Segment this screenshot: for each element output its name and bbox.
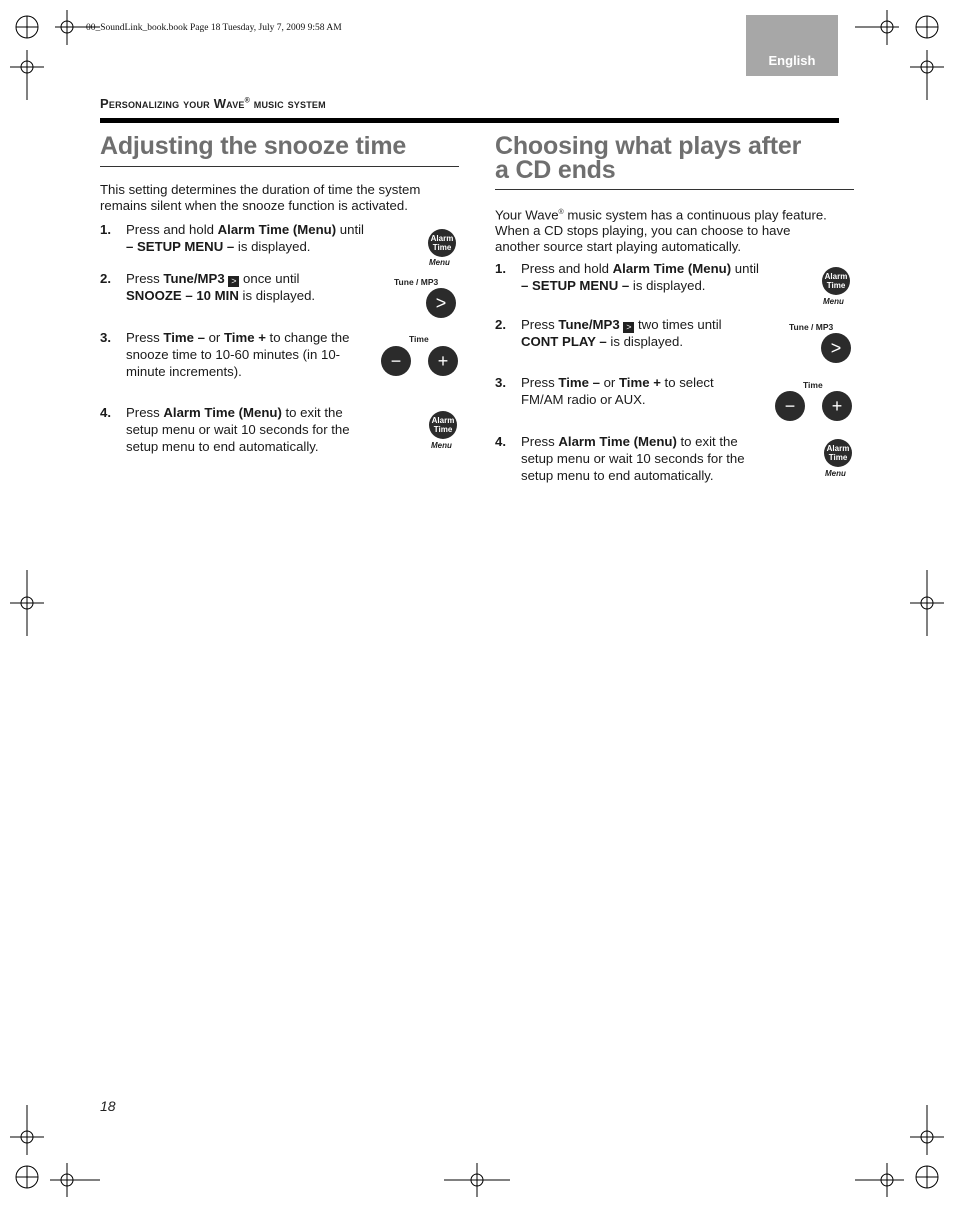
header-rule — [100, 118, 839, 123]
page-number: 18 — [100, 1098, 116, 1114]
running-head — [100, 96, 326, 111]
step-number: 2. — [100, 271, 111, 286]
step-text: setup menu or wait 10 seconds for the — [521, 451, 745, 466]
time-plus-button-icon: + — [428, 346, 458, 376]
step-text: Press — [126, 271, 164, 286]
title-line: a CD ends — [495, 156, 616, 184]
step-number: 3. — [495, 375, 506, 390]
step-text: setup menu to end automatically. — [521, 468, 714, 483]
intro-line: This setting determines the duration of time the system — [100, 182, 421, 197]
registered-mark: ® — [244, 97, 250, 105]
step-text: Press — [521, 317, 559, 332]
time-label: Time — [432, 243, 452, 252]
language-label: English — [768, 53, 816, 68]
step-number: 1. — [495, 261, 506, 276]
time-minus-button-icon: − — [775, 391, 805, 421]
step-text: until — [731, 261, 759, 276]
time-caption: Time — [803, 380, 823, 390]
menu-caption: Menu — [431, 441, 452, 450]
step-text: is displayed. — [606, 334, 683, 349]
step-text: setup menu to end automatically. — [126, 439, 319, 454]
menu-caption: Menu — [429, 258, 450, 267]
alarm-time-button-icon — [428, 229, 456, 257]
time-label: Time — [826, 281, 846, 290]
tune-next-button-icon: > — [821, 333, 851, 363]
time-label: Time — [828, 453, 848, 462]
print-file-info: 00_SoundLink_book.book Page 18 Tuesday, July 7, 2009 9:58 AM — [86, 23, 342, 33]
step-key: Alarm Time (Menu) — [558, 434, 677, 449]
intro-line: When a CD stops playing, you can choose to have — [495, 223, 791, 239]
time-label: Time — [433, 425, 453, 434]
intro-line: another source start playing automatically. — [495, 239, 742, 255]
step-number: 4. — [495, 434, 506, 449]
step-text: to exit the — [281, 405, 343, 420]
alarm-label: Alarm — [826, 444, 850, 453]
title-rule-right — [495, 189, 854, 190]
step-key: Alarm Time (Menu) — [217, 222, 337, 237]
language-tab — [746, 15, 838, 76]
step-text: Press — [521, 375, 559, 390]
step-number: 1. — [100, 222, 111, 237]
alarm-time-button-icon — [429, 411, 457, 439]
alarm-time-button-icon — [824, 439, 852, 467]
step-text: Press — [126, 330, 164, 345]
step-text: Press and hold — [521, 261, 613, 276]
section-title-continuous-play — [495, 134, 801, 182]
display-message: SNOOZE – 10 MIN — [126, 288, 239, 303]
step-number: 2. — [495, 317, 506, 332]
running-head-text-end: music system — [249, 96, 326, 111]
next-arrow-icon: > — [228, 276, 239, 287]
step-text: Press and hold — [126, 222, 218, 237]
step-number: 3. — [100, 330, 111, 345]
intro-line: remains silent when the snooze function is activated. — [100, 198, 408, 213]
alarm-label: Alarm — [430, 234, 454, 243]
step-text: FM/AM radio or AUX. — [521, 392, 646, 407]
section-title-snooze: Adjusting the snooze time — [100, 132, 407, 160]
running-head-text: Personalizing your Wave — [100, 96, 245, 111]
alarm-label: Alarm — [824, 272, 848, 281]
registered-mark: ® — [558, 209, 564, 216]
step-number: 4. — [100, 405, 111, 420]
snooze-intro — [100, 182, 420, 214]
intro-text: music system has a continuous play feature. — [563, 207, 827, 223]
step-key: Time + — [223, 330, 266, 345]
display-message: – SETUP MENU – — [126, 239, 235, 254]
step-key: Time + — [618, 375, 661, 390]
time-minus-button-icon: − — [381, 346, 411, 376]
step-text: is displayed. — [238, 288, 316, 303]
tune-mp3-caption: Tune / MP3 — [789, 322, 834, 332]
alarm-time-button-icon — [822, 267, 850, 295]
step-text: minute increments). — [126, 364, 242, 379]
step-text: once until — [239, 271, 300, 286]
step-text: or — [204, 330, 224, 345]
step-text: to select — [660, 375, 714, 390]
step-text: is displayed. — [629, 278, 706, 293]
step-text: or — [599, 375, 619, 390]
display-message: – SETUP MENU – — [521, 278, 630, 293]
step-text: to change the — [265, 330, 350, 345]
step-key: Time – — [163, 330, 205, 345]
alarm-label: Alarm — [431, 416, 455, 425]
continuous-play-intro — [495, 205, 827, 255]
menu-caption: Menu — [825, 469, 846, 478]
step-text: Press — [126, 405, 164, 420]
next-arrow-icon: > — [623, 322, 634, 333]
step-text: two times until — [634, 317, 722, 332]
title-rule-left — [100, 166, 459, 167]
display-message: CONT PLAY – — [521, 334, 607, 349]
step-key: Tune/MP3 — [163, 271, 225, 286]
step-key: Tune/MP3 — [558, 317, 620, 332]
menu-caption: Menu — [823, 297, 844, 306]
title-line: Choosing what plays after — [495, 132, 802, 160]
tune-next-button-icon: > — [426, 288, 456, 318]
step-key: Alarm Time (Menu) — [163, 405, 282, 420]
step-key: Time – — [558, 375, 600, 390]
time-plus-button-icon: + — [822, 391, 852, 421]
time-caption: Time — [409, 334, 429, 344]
tune-mp3-caption: Tune / MP3 — [394, 277, 439, 287]
step-text: is displayed. — [234, 239, 311, 254]
step-text: setup menu or wait 10 seconds for the — [126, 422, 350, 437]
step-text: to exit the — [676, 434, 738, 449]
step-text: Press — [521, 434, 559, 449]
intro-text: Your Wave — [495, 207, 559, 223]
step-key: Alarm Time (Menu) — [612, 261, 732, 276]
step-text: until — [336, 222, 364, 237]
step-text: snooze time to 10-60 minutes (in 10- — [126, 347, 341, 362]
